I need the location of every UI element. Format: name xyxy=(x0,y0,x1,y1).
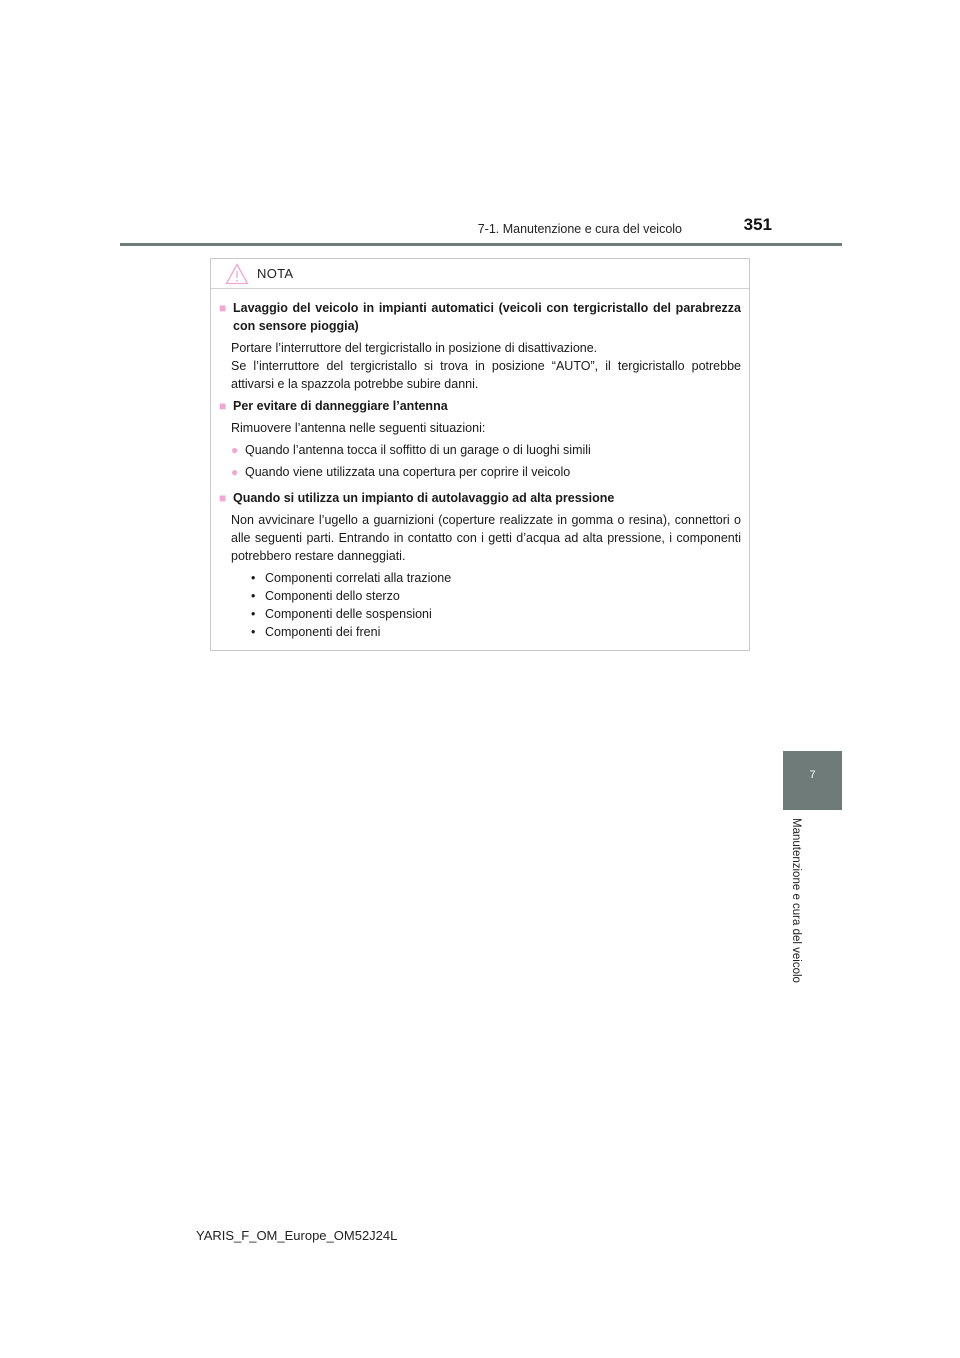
chapter-tab xyxy=(783,751,842,810)
list-item xyxy=(251,623,741,641)
nota-body xyxy=(211,289,749,641)
paragraph: Non avvicinare l’ugello a guarnizioni (coperture realizzate in gomma o resina), connettori o alle seguenti parti. Entrando in contatto con i getti d’acqua ad alta pressione, i componenti potrebbero restare danneggiati. xyxy=(231,513,741,563)
list-item xyxy=(251,569,741,587)
component-list xyxy=(219,569,741,641)
dot-bullet-icon: • xyxy=(251,625,256,639)
list-item-text: Quando l’antenna tocca il soffitto di un garage o di luoghi simili xyxy=(245,443,591,457)
footer-doc-code: YARIS_F_OM_Europe_OM52J24L xyxy=(196,1228,398,1243)
list-item-text: Componenti dello sterzo xyxy=(265,589,400,603)
section-title xyxy=(219,397,741,415)
nota-header xyxy=(211,259,749,289)
nota-label: NOTA xyxy=(257,266,294,281)
dot-bullet-icon: • xyxy=(251,589,256,603)
section-title-text: Per evitare di danneggiare l’antenna xyxy=(233,399,448,413)
list-item xyxy=(251,605,741,623)
paragraph: Se l’interruttore del tergicristallo si trova in posizione “AUTO”, il tergicristallo potrebbe attivarsi e la spazzola potrebbe subire danni. xyxy=(231,359,741,391)
chapter-tab-number: 7 xyxy=(809,769,816,781)
paragraph: Rimuovere l’antenna nelle seguenti situazioni: xyxy=(231,421,486,435)
list-item-text: Componenti dei freni xyxy=(265,625,381,639)
header-rule xyxy=(120,243,842,246)
section-title xyxy=(219,299,741,335)
list-item xyxy=(219,463,741,481)
square-bullet-icon: ■ xyxy=(219,491,227,505)
page-number: 351 xyxy=(743,215,772,234)
square-bullet-icon: ■ xyxy=(219,301,227,315)
circle-bullet-icon: ● xyxy=(231,465,239,479)
list-item-text: Componenti correlati alla trazione xyxy=(265,571,452,585)
list-item-text: Componenti delle sospensioni xyxy=(265,607,432,621)
list-item xyxy=(219,441,741,459)
square-bullet-icon: ■ xyxy=(219,399,227,413)
dot-bullet-icon: • xyxy=(251,571,256,585)
section-title-text: Quando si utilizza un impianto di autolavaggio ad alta pressione xyxy=(233,491,615,505)
header-section-title: 7-1. Manutenzione e cura del veicolo xyxy=(477,222,682,236)
dot-bullet-icon: • xyxy=(251,607,256,621)
warning-triangle-icon xyxy=(225,263,249,285)
paragraph: Portare l’interruttore del tergicristallo in posizione di disattivazione. xyxy=(231,341,598,355)
section-title-text: Lavaggio del veicolo in impianti automatici (veicoli con tergicristallo del parabrezza con sensore pioggia) xyxy=(233,301,741,333)
chapter-side-label: Manutenzione e cura del veicolo xyxy=(790,818,802,983)
list-item-text: Quando viene utilizzata una copertura per coprire il veicolo xyxy=(245,465,571,479)
nota-box xyxy=(210,258,750,651)
circle-bullet-icon: ● xyxy=(231,443,239,457)
list-item xyxy=(251,587,741,605)
section-title xyxy=(219,489,741,507)
